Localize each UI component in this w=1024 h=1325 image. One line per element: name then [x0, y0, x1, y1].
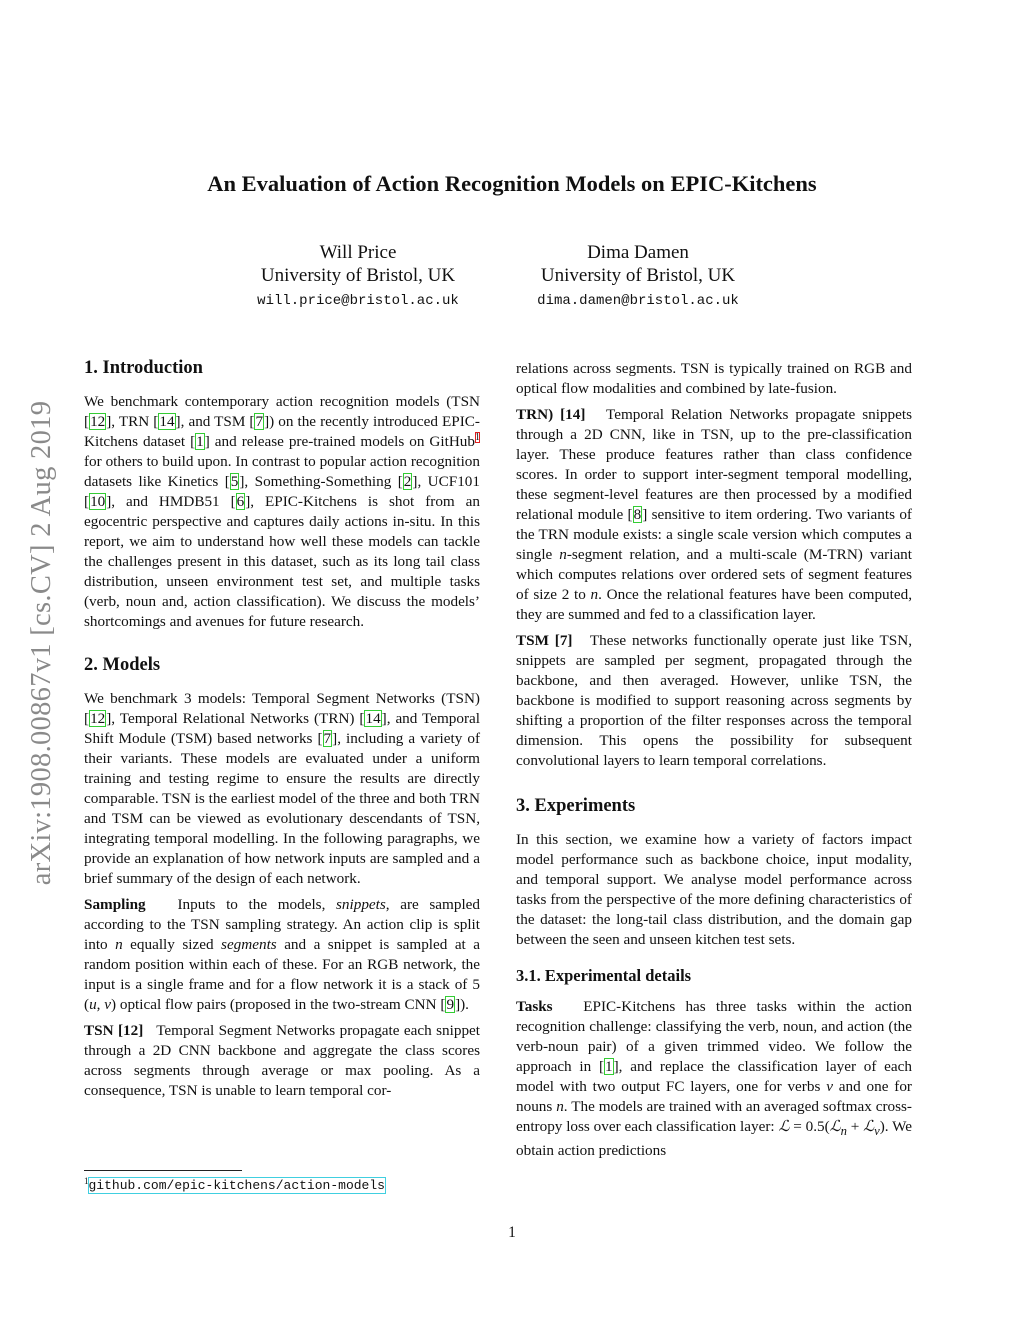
paragraph: TSM [7] These networks functionally operate just like TSN, snippets are sampled per segment, propagated through the backbone, and then averaged. However, unlike TSN, the backbone is modified to support reasoning across segments by shifting a proportion of the filter responses across the temporal dimension. This opens the possibility for subsequent convolutional layers to learn temporal correlations. [516, 632, 913, 769]
author-affiliation: University of Bristol, UK [260, 265, 456, 286]
paragraph: We benchmark contemporary action recognition models (TSN [12], TRN [14], and TSM [7]) on the recently introduced EPIC-Kitchens dataset [1] and release pre-trained models on GitHub$^1$ for others to build upon. In contrast to popular action recognition datasets like Kinetics [5], Something-Something [2], UCF101 [10], and HMDB51 [6], EPIC-Kitchens is shot from an egocentric perspective and captures daily actions in-situ. In this report, we aim to understand how well these models can tackle the challenges present in this dataset, such as its long tail class distribution, unseen environment test set, and multiple tasks (verb, noun and, action classification). We discuss the models’ shortcomings and avenues for future research. [84, 393, 480, 630]
paper-title: An Evaluation of Action Recognition Models on EPIC-Kitchens [207, 171, 817, 196]
author-block [478, 241, 798, 313]
page-number: 1 [508, 1224, 516, 1241]
author-block [198, 241, 518, 313]
paragraph-label: TRN) [14] [516, 406, 586, 423]
footnote-rule [84, 1170, 242, 1171]
author-email[interactable]: will.price@bristol.ac.uk [257, 293, 459, 309]
footnote: $^1$github.com/epic-kitchens/action-models [84, 1170, 480, 1193]
paragraph-label: Sampling [84, 896, 146, 913]
footnote-link[interactable]: github.com/epic-kitchens/action-models [88, 1178, 385, 1194]
author-email[interactable]: dima.damen@bristol.ac.uk [537, 293, 739, 309]
paragraph: In this section, we examine how a variety of factors impact model performance such as backbone choice, input modality, and temporal support. We analyse model performance across tasks from the perspective of the more defining characteristics of the dataset: the long-tail class distribution, and the domain gap between the seen and unseen kitchen test sets. [516, 831, 912, 948]
paragraph: relations across segments. TSN is typically trained on RGB and optical flow modalities and combined by late-fusion. [516, 360, 912, 397]
author-affiliation: University of Bristol, UK [540, 265, 736, 286]
paragraph: Sampling Inputs to the models, snippets, are sampled according to the TSN sampling strategy. An action clip is split into n equally sized segments and a snippet is sampled at a random position within each of these. For an RGB network, the input is a single frame and for a flow network it is a stack of 5 (u, v) optical flow pairs (proposed in the two-stream CNN [9]). [84, 896, 480, 1013]
paragraph: TRN) [14] Temporal Relation Networks propagate snippets through a 2D CNN, like in TSN, up to the pre-classification layer. These produce features rather than class confidence scores. In order to support inter-segment temporal modelling, these segment-level features are then processed by a modified relational module [8] sensitive to item ordering. Two variants of the TRN module exists: a single scale version which computes a single n-segment relation, and a multi-scale (M-TRN) variant which computes relations over ordered sets of segment features of size 2 to n. Once the relational features have been computed, they are summed and fed to a classification layer. [516, 406, 912, 623]
paragraph-label: Tasks [516, 998, 553, 1015]
paragraph: Tasks EPIC-Kitchens has three tasks within the action recognition challenge: classifying the verb, noun, and action (the verb-noun pair) of a given trimmed video. We follow the approach in [1], and replace the classification layer of each model with two output FC layers, one for verbs v and one for nouns n. The models are trained with an averaged softmax cross-entropy loss over each classification layer: ℒ = 0.5(ℒ$_n$ + ℒ$_v$). We obtain action predictions [516, 998, 912, 1160]
paragraph: TSN [12] Temporal Segment Networks propagate each snippet through a 2D CNN backbone and aggregate the class scores across segments through average or max pooling. As a consequence, TSN is unable to learn temporal cor- [84, 1022, 480, 1099]
left-column [84, 357, 480, 1107]
subsection-heading: 3.1. Experimental details [516, 966, 692, 985]
arxiv-stamp: arXiv:1908.00867v1 [cs.CV] 2 Aug 2019 [26, 400, 58, 885]
section-heading: 3. Experiments [516, 796, 636, 816]
author-name: Will Price [319, 242, 397, 263]
paragraph-label: TSM [7] [516, 632, 573, 649]
section-heading: 2. Models [84, 655, 161, 675]
right-column [516, 359, 912, 1167]
paragraph-label: TSN [12] [84, 1022, 144, 1039]
footnote-mark[interactable]: 1 [475, 431, 480, 443]
section-heading: 1. Introduction [84, 358, 203, 378]
paragraph: We benchmark 3 models: Temporal Segment Networks (TSN) [12], Temporal Relational Networks (TRN) [14], and Temporal Shift Module (TSM) based networks [7], including a variety of their variants. These models are evaluated under a uniform training and testing regime to ensure the results are directly comparable. TSN is the earliest model of the three and both TRN and TSM can be viewed as evolutionary descendants of TSN, integrating temporal modelling. In the following paragraphs, we provide an explanation of how network inputs are sampled and a brief summary of the design of each network. [84, 690, 480, 887]
author-name: Dima Damen [587, 242, 689, 263]
